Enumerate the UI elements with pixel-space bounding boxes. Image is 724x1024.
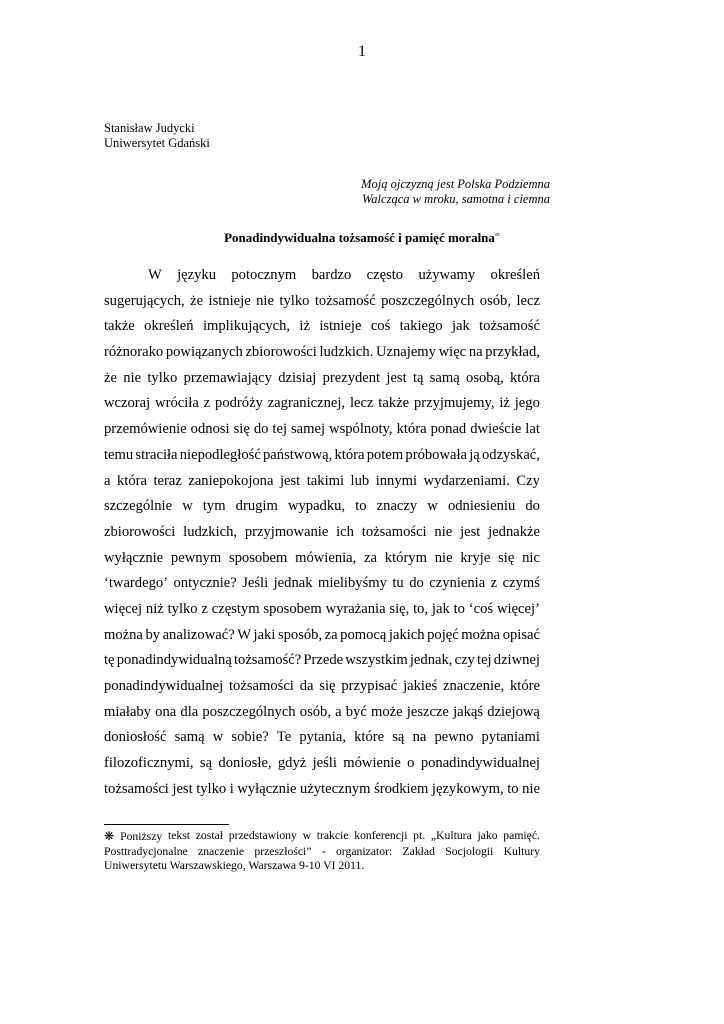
word: w [427,498,438,515]
word: lat [525,421,540,438]
word: można [461,626,501,643]
word: tu [392,575,404,592]
word: niż [145,600,164,617]
word: że [104,369,117,386]
word: wróciła [155,395,199,412]
word: dwieście [470,421,522,438]
footnote-word: pt. [413,829,426,842]
word: jeszcze [406,703,449,720]
footnote-word: pamięć. [503,829,540,842]
text-line [104,571,540,597]
word: dla [180,703,199,720]
word: języku [177,267,217,283]
footnote-word: konferencji [354,829,408,842]
word: jednakże [488,523,540,540]
title-footnote-marker[interactable]: ∞ [494,230,500,239]
word: Jeśli [242,575,269,592]
word: być [345,703,367,720]
word: implikujących, [202,318,291,335]
word: jak [451,318,470,335]
word: dziwnej [493,652,540,669]
word: o [407,755,415,772]
text-line [104,725,540,751]
word: można [104,626,143,643]
word: filozoficznymi, [104,755,194,772]
word: które [509,678,540,694]
word: tej [477,652,492,669]
word: tylko [196,780,227,797]
word: to [507,780,519,797]
word: wyłącznie [104,549,164,566]
word: się [233,421,250,438]
word: jaki [253,626,276,643]
word: odniesieniu [447,498,516,515]
word: tę [104,652,115,669]
word: państwową, [263,446,333,463]
footnote-word: został [195,829,224,842]
word: się [498,549,515,566]
text-line [104,289,540,315]
footnote-word: przeszłości” [254,844,312,858]
text-line [104,546,540,572]
footnote-word: Uniwersytetu Warszawskiego, Warszawa 9-10 VI 2011. [104,859,365,872]
word: samej [291,421,326,438]
word: coś [370,318,391,335]
word: teraz [153,472,182,489]
word: pytania, [299,729,346,746]
word: istnieje [208,292,251,309]
word: takimi [306,472,345,489]
word: da [299,678,314,694]
word: wspólnoty, [329,421,393,438]
word: samą [174,729,205,746]
word: ludzkich, [183,523,238,540]
word: ponadindywidualnej [420,755,540,772]
footnote-word: - [321,844,326,858]
word: powiązanych [165,344,243,361]
word: nie [522,780,540,797]
word: z [490,575,498,592]
article-title [0,230,724,246]
word: czy [454,652,475,669]
epigraph [361,177,550,207]
word: którym [384,549,427,566]
footnote-word: tekst [167,829,191,842]
footnote-marker-icon: ❋ [104,829,115,843]
word: osób, [299,703,331,720]
word: lub [350,472,370,489]
word: do [253,421,269,438]
word: nie [256,292,274,309]
word: językowym, [431,780,504,797]
word: tym [202,498,226,515]
word: nic [522,549,540,566]
text-line [104,623,540,649]
word: przykład, [485,344,540,361]
word: wyłącznie [237,780,297,797]
word: tej [272,421,287,438]
word: pewno [434,729,474,746]
page-number: 1 [358,43,366,60]
word: że [190,292,204,309]
word: osobą, [466,369,504,386]
word: jednak [273,575,313,592]
footnote-line [104,845,540,860]
word: jak [431,600,450,617]
word: więc [438,344,467,361]
word: potocznym [231,267,297,283]
word: to [453,600,465,617]
footnote-line [104,829,540,845]
word: ‘coś [468,600,494,617]
word: na [468,344,483,361]
word: zaniepokojona [188,472,274,489]
word: przyjmowanie [244,523,329,540]
word: ludzkich. [319,344,374,361]
word: mówienia, [295,549,357,566]
word: tożsamości [361,523,427,540]
text-line [104,520,540,546]
word: także [104,318,135,335]
word: temu [104,446,134,463]
footnote-word: organizator: [335,844,393,858]
word: przyjmujemy, [413,395,495,412]
text-line [104,263,540,289]
footnote-word: przedstawiony [228,829,297,842]
word: tożsamość? [233,652,302,669]
word: iż [299,318,310,335]
word: czymś [502,575,540,592]
word: często [366,267,404,283]
word: to [355,498,367,515]
word: jeśli [312,755,337,772]
word: pojęć [427,626,459,643]
word: analizować? [162,626,235,643]
word: jest [460,523,481,540]
word: kryje [460,549,491,566]
footnote-word: „Kultura [430,829,472,842]
footnote-word: trakcie [316,829,349,842]
word: prezydent [322,369,381,386]
word: ontycznie? [173,575,237,592]
text-line [104,443,540,469]
word: W [148,267,162,283]
text-line [104,751,540,777]
word: która [396,421,427,438]
word: jednak, [409,652,453,669]
word: odnosi [190,421,230,438]
word: różnorako [104,344,164,361]
word: innymi [375,472,418,489]
word: nie [434,549,453,566]
word: się [319,678,336,694]
word: Te [276,729,292,746]
word: z [203,395,211,412]
word: miałaby [104,703,152,720]
word: wypadku, [287,498,346,515]
word: w [182,498,193,515]
word: niepodległość [179,446,261,463]
word: ponadindywidualną [116,652,232,669]
word: do [409,575,424,592]
word: do [525,498,540,515]
word: zbiorowości [104,523,176,540]
word: to, [413,600,429,617]
word: by [145,626,161,643]
word: jego [514,395,540,412]
text-line [104,340,540,366]
word: tylko [279,292,310,309]
word: sposobem [263,600,322,617]
word: nie [123,369,142,386]
word: Uznajemy [375,344,436,361]
word: a [335,703,342,720]
word: która [509,369,540,386]
word: tożsamość [314,292,376,309]
word: znaczy [376,498,418,515]
word: za [364,549,378,566]
word: wczoraj [104,395,151,412]
word: podróży [215,395,263,412]
word: używamy [418,267,476,283]
word: jest [279,472,301,489]
word: istnieje [319,318,362,335]
word: i [229,780,234,797]
footnote-word: znaczenie [198,844,245,858]
word: określeń [144,318,194,335]
word: Przede [303,652,344,669]
word: iż [499,395,510,412]
word: ich [336,523,354,540]
word: drugim [235,498,278,515]
text-line [104,777,540,803]
word: poszczególnych [202,703,296,720]
word: doniosłe, [218,755,272,772]
word: wyrażania [325,600,386,617]
word: próbowała [405,446,468,463]
word: Czy [516,472,540,489]
word: potem [366,446,404,463]
word: z [201,600,208,617]
epigraph-line: Walcząca w mroku, samotna i ciemna [362,192,550,206]
author-name: Stanisław Judycki [104,121,195,135]
word: określeń [490,267,540,283]
word: odzyskać, [481,446,540,463]
word: jakieś [403,678,438,694]
word: dzisiaj [278,369,317,386]
word: jest [386,369,407,386]
word: sugerujących, [104,292,185,309]
word: a [104,472,111,489]
footnote-word: jako [477,829,498,842]
word: lecz [349,395,374,412]
text-line [104,597,540,623]
word: jakich [388,626,425,643]
word: tożsamości [229,678,294,694]
word: są [199,755,213,772]
author-block [104,121,210,151]
text-line [104,314,540,340]
word: przemówienie [104,421,187,438]
word: ponad [430,421,467,438]
word: środkiem [374,780,429,797]
word: mówienie [343,755,401,772]
word: dziejową [487,703,540,720]
author-affiliation: Uniwersytet Gdański [104,136,210,150]
footnote [104,829,540,874]
word: użytecznym [300,780,371,797]
text-line [104,700,540,726]
word: więcej [104,600,143,617]
epigraph-line: Moją ojczyzną jest Polska Podziemna [361,177,550,191]
word: poszczególnych [381,292,475,309]
footnote-word: Zakład [402,844,435,858]
word: jest [172,780,193,797]
word: gdyż [277,755,307,772]
word: czynienia [429,575,486,592]
word: opisać [502,626,540,643]
word: przemawiający [183,369,272,386]
text-line [104,417,540,443]
footnote-word: Poniższy [120,830,163,843]
word: zagranicznej, [267,395,346,412]
word: tożsamość [479,318,540,335]
footnote-divider [104,824,229,825]
word: się, [389,600,410,617]
word: na [412,729,427,746]
word: pewnym [170,549,222,566]
text-line [104,494,540,520]
word: znaczenie, [442,678,505,694]
article-title-text: Ponadindywidualna tożsamość i pamięć moralna [224,230,495,245]
word: straciła [135,446,178,463]
footnote-word: Posttradycjonalne [104,844,188,858]
word: nie [434,523,453,540]
footnote-word: w [302,829,312,842]
text-line [104,366,540,392]
word: takiego [399,318,443,335]
word: pytaniami [481,729,540,746]
word: W [237,626,251,643]
word: może [371,703,403,720]
body-paragraph [104,263,540,802]
word: ‘twardego’ [104,575,169,592]
word: wydarzeniami. [423,472,510,489]
word: która [116,472,147,489]
text-line [104,469,540,495]
word: ona [155,703,177,720]
word: samą [429,369,460,386]
text-line [104,391,540,417]
word: sposób, [277,626,323,643]
text-line [104,648,540,674]
word: doniosłość [104,729,167,746]
word: są [392,729,405,746]
word: osób, [479,292,511,309]
word: częstym [211,600,260,617]
word: jakąś [453,703,484,720]
footnote-word: Kultury [503,844,540,858]
word: wszystkim [345,652,408,669]
word: więcej’ [496,600,540,617]
word: tożsamości [104,780,169,797]
word: przypisać [341,678,398,694]
word: za [324,626,338,643]
word: tą [412,369,424,386]
word: także [378,395,410,412]
word: pomocą [340,626,387,643]
word: tylko [147,369,178,386]
word: ponadindywidualnej [104,678,224,694]
word: sobie? [231,729,269,746]
word: bardzo [311,267,352,283]
word: lecz [516,292,540,309]
word: które [354,729,385,746]
word: mielibyśmy [317,575,387,592]
word: która [334,446,365,463]
word: sposobem [228,549,288,566]
word: zbiorowości [245,344,317,361]
text-line [104,674,540,700]
word: szczególnie [104,498,173,515]
word: ją [469,446,480,463]
word: tylko [167,600,198,617]
word: w [212,729,224,746]
footnote-line [104,859,540,874]
footnote-word: Socjologii [445,844,494,858]
